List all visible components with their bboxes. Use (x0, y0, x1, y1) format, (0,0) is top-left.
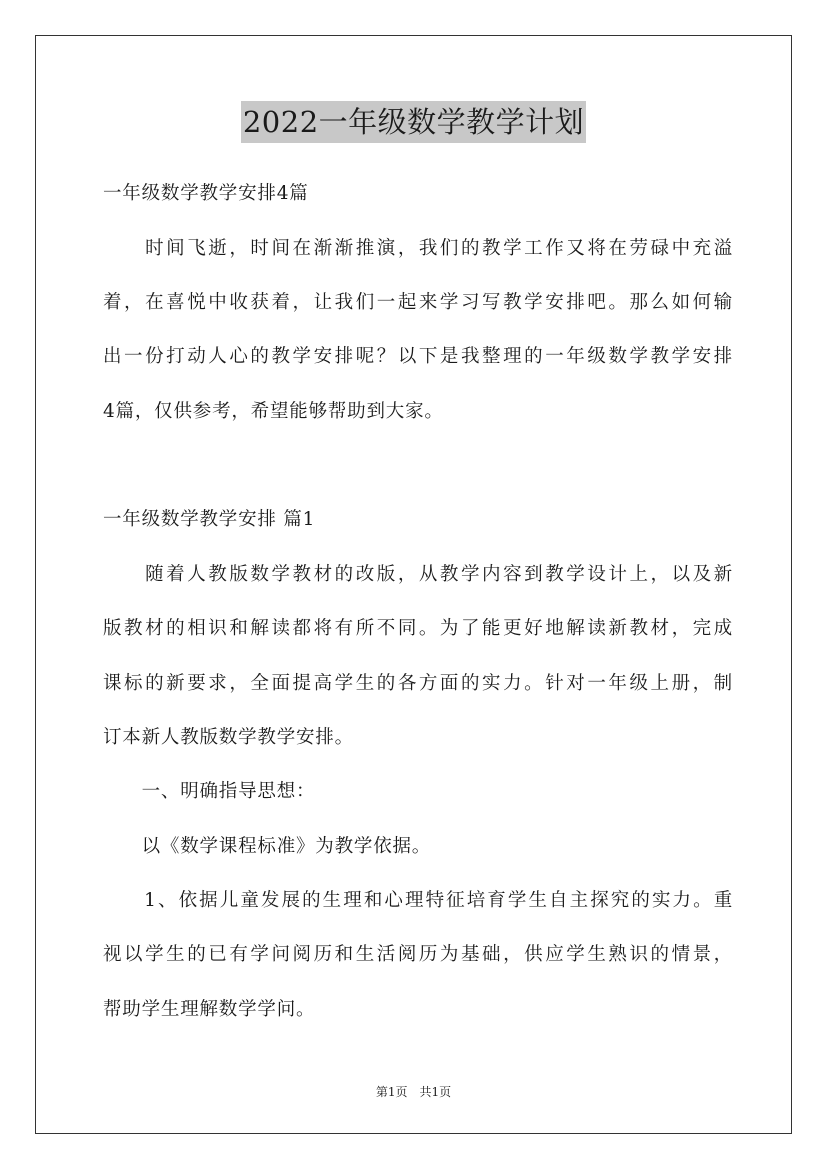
intro-line-2: 着，在喜悦中收获着，让我们一起来学习写教学安排吧。那么如何输 (103, 292, 733, 313)
section-line-7: 1、依据儿童发展的生理和心理特征培育学生自主探究的实力。重 (103, 890, 733, 911)
section-line-4: 订本新人教版数学教学安排。 (103, 727, 354, 748)
document-subtitle: 一年级数学教学安排4篇 (103, 183, 309, 204)
section-line-9: 帮助学生理解数学学问。 (103, 999, 316, 1020)
intro-line-3: 出一份打动人心的教学安排呢？以下是我整理的一年级数学教学安排 (103, 346, 733, 367)
intro-line-4: 4篇，仅供参考，希望能够帮助到大家。 (103, 401, 444, 422)
section-line-6: 以《数学课程标准》为教学依据。 (103, 836, 432, 857)
title-container (0, 101, 827, 143)
intro-line-1: 时间飞逝，时间在渐渐推演，我们的教学工作又将在劳碌中充溢 (103, 238, 733, 259)
section-heading: 一年级数学教学安排 篇1 (103, 509, 316, 530)
section-line-5: 一、明确指导思想： (103, 781, 316, 802)
page-footer: 第1页 共1页 (375, 1085, 452, 1099)
section-line-2: 版教材的相识和解读都将有所不同。为了能更好地解读新教材，完成 (103, 618, 733, 639)
document-title: 2022一年级数学教学计划 (241, 101, 586, 143)
section-line-1: 随着人教版数学教材的改版，从教学内容到教学设计上，以及新 (103, 564, 733, 585)
section-line-3: 课标的新要求，全面提高学生的各方面的实力。针对一年级上册，制 (103, 673, 733, 694)
section-line-8: 视以学生的已有学问阅历和生活阅历为基础，供应学生熟识的情景， (103, 944, 733, 965)
